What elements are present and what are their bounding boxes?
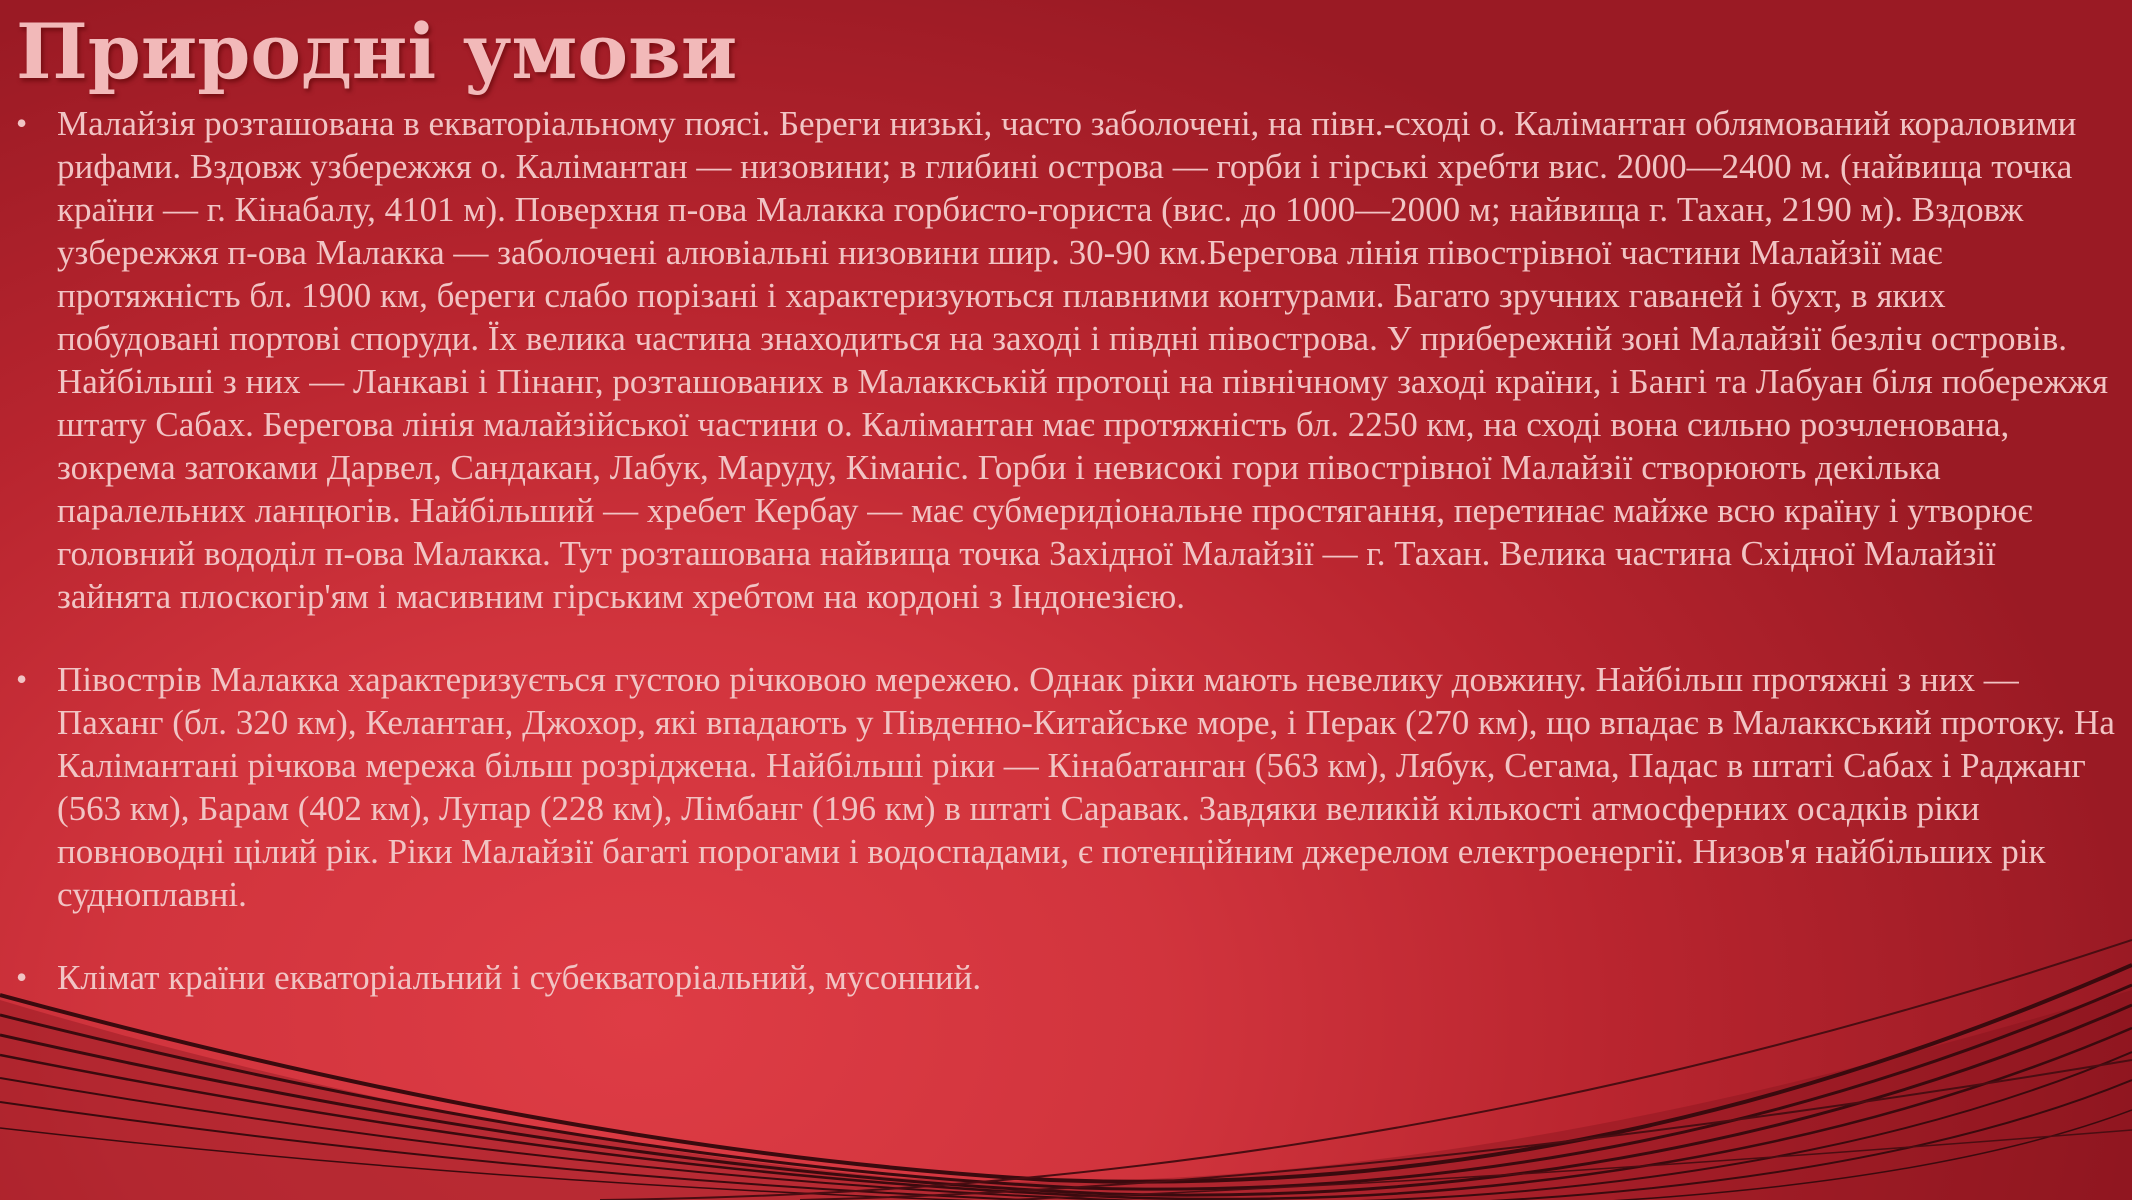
bullet-dot-icon: • (16, 105, 28, 141)
bullet-terrain (16, 102, 2116, 618)
bullet-rivers (16, 658, 2116, 916)
slide-title: Природні умови (16, 7, 738, 96)
bullet-dot-icon: • (16, 959, 28, 995)
bullet-climate (16, 956, 2116, 999)
bullet-text: Клімат країни екваторіальний і субекваторіальний, мусонний. (57, 958, 982, 997)
bullet-dot-icon: • (16, 661, 28, 697)
bullet-list (16, 102, 2116, 999)
bullet-text: Півострів Малакка характеризується густою річковою мережею. Однак ріки мають невелику довжину. Найбільш протяжні з них — Паханг (бл. 320 км), Келантан, Джохор, які впадають у Південно-Китайське море, і Перак (270 км), що впадає в Малаккський протоку. На Калімантані річкова мережа більш розріджена. Найбільші ріки — Кінабатанган (563 км), Лябук, Сегама, Падас в штаті Сабах і Раджанг (563 км), Барам (402 км), Лупар (228 км), Лімбанг (196 км) в штаті Саравак. Завдяки великій кількості атмосферних осадків ріки повноводні цілий рік. Ріки Малайзії багаті порогами і водоспадами, є потенційним джерелом електроенергії. Низов'я найбільших рік судноплавні. (57, 660, 2115, 914)
bullet-text: Малайзія розташована в екваторіальному поясі. Береги низькі, часто заболочені, на півн.-сході о. Калімантан облямований кораловими рифами. Вздовж узбережжя о. Калімантан — низовини; в глибині острова — горби і гірські хребти вис. 2000—2400 м. (найвища точка країни — г. Кінабалу, 4101 м). Поверхня п-ова Малакка горбисто-гориста (вис. до 1000—2000 м; найвища г. Тахан, 2190 м). Вздовж узбережжя п-ова Малакка — заболочені алювіальні низовини шир. 30-90 км.Берегова лінія півострівної частини Малайзії має протяжність бл. 1900 км, береги слабо порізані і характеризуються плавними контурами. Багато зручних гаваней і бухт, в яких побудовані портові споруди. Їх велика частина знаходиться на заході і півдні півострова. У прибережній зоні Малайзії безліч островів. Найбільші з них — Ланкаві і Пінанг, розташованих в Малаккській протоці на північному заході країни, і Бангі та Лабуан біля побережжя штату Сабах. Берегова лінія малайзійської частини о. Калімантан має протяжність бл. 2250 км, на сході вона сильно розчленована, зокрема затоками Дарвел, Сандакан, Лабук, Маруду, Кіманіс. Горби і невисокі гори півострівної Малайзії створюють декілька паралельних ланцюгів. Найбільший — хребет Кербау — має субмеридіональне простягання, перетинає майже всю країну і утворює головний вододіл п-ова Малакка. Тут розташована найвища точка Західної Малайзії — г. Тахан. Велика частина Східної Малайзії зайнята плоскогір'ям і масивним гірським хребтом на кордоні з Індонезією. (57, 104, 2109, 616)
swoosh-band (0, 990, 2132, 1200)
